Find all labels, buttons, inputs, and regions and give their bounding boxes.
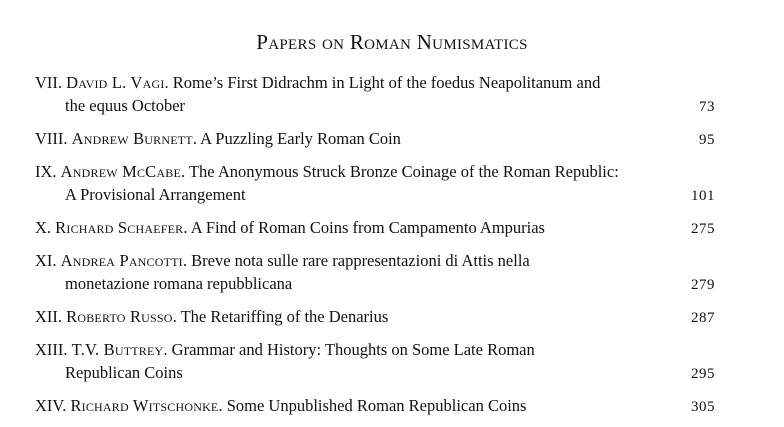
entry-number: XI. — [35, 251, 57, 270]
entry-first-line: XII. Roberto Russo. The Retariffing of the Denarius — [35, 307, 389, 326]
entry-title-continued: monetazione romana repubblicana — [65, 274, 293, 293]
entry-first-line: VIII. Andrew Burnett. A Puzzling Early Roman Coin — [35, 129, 401, 148]
toc-entry-xi[interactable] — [35, 249, 715, 295]
entry-page-number: 287 — [691, 310, 715, 326]
toc-entry-ix[interactable] — [35, 160, 715, 206]
entry-author: David L. Vagi — [66, 73, 165, 92]
entry-first-line: XIV. Richard Witschonke. Some Unpublished Roman Republican Coins — [35, 396, 527, 415]
entry-number: XII. — [35, 307, 63, 326]
entry-page-number: 73 — [699, 99, 715, 115]
entry-page-number: 101 — [691, 188, 715, 204]
entry-author: Roberto Russo — [66, 307, 173, 326]
entry-title: The Retariffing of the Denarius — [180, 307, 389, 326]
entry-title: A Find of Roman Coins from Campamento Ampurias — [190, 218, 545, 237]
toc-entry-xiii[interactable] — [35, 338, 715, 384]
entry-page-number: 295 — [691, 366, 715, 382]
entry-title-continued: the equus October — [65, 96, 186, 115]
entry-author: T.V. Buttrey — [71, 340, 164, 359]
entry-author: Richard Witschonke — [70, 396, 219, 415]
entry-title: Breve nota sulle rare rappresentazioni di Attis nella — [191, 251, 530, 270]
entry-first-line: X. Richard Schaefer. A Find of Roman Coins from Campamento Ampurias — [35, 218, 545, 237]
toc-entry-x[interactable] — [35, 216, 715, 239]
entry-page-number: 275 — [691, 221, 715, 237]
entry-number: VIII. — [35, 129, 68, 148]
entry-title: A Puzzling Early Roman Coin — [200, 129, 401, 148]
entry-page-number: 95 — [699, 132, 715, 148]
entry-author: Richard Schaefer — [55, 218, 184, 237]
entry-author: Andrew Burnett — [71, 129, 193, 148]
toc-entry-viii[interactable] — [35, 127, 715, 150]
entry-title: The Anonymous Struck Bronze Coinage of the Roman Republic: — [188, 162, 619, 181]
entry-author: Andrea Pancotti — [60, 251, 183, 270]
entry-number: XIV. — [35, 396, 67, 415]
toc-entry-vii[interactable] — [35, 71, 715, 117]
entry-number: VII. — [35, 73, 63, 92]
entry-first-line: XIII. T.V. Buttrey. Grammar and History: Thoughts on Some Late Roman — [35, 340, 535, 359]
page-title: Papers on Roman Numismatics — [256, 30, 528, 54]
entry-page-number: 305 — [691, 399, 715, 415]
entry-page-number: 279 — [691, 277, 715, 293]
entry-number: X. — [35, 218, 52, 237]
toc-entry-xii[interactable] — [35, 305, 715, 328]
entry-first-line: VII. David L. Vagi. Rome’s First Didrachm in Light of the foedus Neapolitanum and — [35, 73, 601, 92]
entry-title: Grammar and History: Thoughts on Some Late Roman — [171, 340, 535, 359]
entry-number: XIII. — [35, 340, 68, 359]
entry-title: Rome’s First Didrachm in Light of the foedus Neapolitanum and — [172, 73, 601, 92]
entry-title: Some Unpublished Roman Republican Coins — [226, 396, 527, 415]
entry-number: IX. — [35, 162, 57, 181]
entry-first-line: IX. Andrew McCabe. The Anonymous Struck Bronze Coinage of the Roman Republic: — [35, 162, 619, 181]
toc-entry-xiv[interactable] — [35, 394, 715, 417]
entry-first-line: XI. Andrea Pancotti. Breve nota sulle rare rappresentazioni di Attis nella — [35, 251, 530, 270]
entry-title-continued: A Provisional Arrangement — [65, 185, 246, 204]
table-of-contents — [35, 71, 715, 427]
entry-title-continued: Republican Coins — [65, 363, 183, 382]
entry-author: Andrew McCabe — [60, 162, 181, 181]
